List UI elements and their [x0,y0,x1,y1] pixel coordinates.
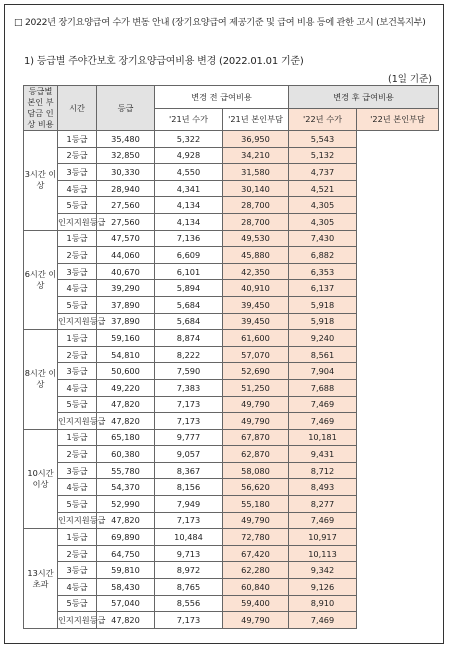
notice-heading: □ 2022년 장기요양급여 수가 변동 안내 (장기요양급여 제공기준 및 급여 비용 등에 관한 고시 (보건복지부) [14,17,426,28]
fee21-cell: 27,560 [97,213,155,230]
table-row [24,545,439,562]
copay22-cell: 4,737 [289,164,357,181]
fee22-cell: 62,280 [223,562,289,579]
copay22-cell: 6,137 [289,280,357,297]
copay21-cell: 4,928 [155,147,223,164]
fee22-cell: 28,700 [223,213,289,230]
copay21-cell: 7,173 [155,396,223,413]
copay21-cell: 7,173 [155,612,223,629]
copay21-cell: 7,173 [155,413,223,430]
copay22-cell: 8,910 [289,595,357,612]
time-header: 시간 [58,86,97,131]
time-group-label: 3시간 이상 [24,131,58,231]
grade-cell: 1등급 [58,330,97,347]
copay22-cell: 7,469 [289,612,357,629]
before-header: 변경 전 급여비용 [155,86,289,109]
grade-cell: 2등급 [58,446,97,463]
fee21-cell: 50,600 [97,363,155,380]
fee21-cell: 35,480 [97,131,155,148]
copay21-cell: 9,777 [155,429,223,446]
grade-cell: 5등급 [58,396,97,413]
fee21-cell: 55,780 [97,462,155,479]
fee22-cell: 42,350 [223,263,289,280]
copay21-cell: 5,684 [155,296,223,313]
grade-cell: 1등급 [58,529,97,546]
header-row-top [24,86,439,109]
fee22-cell: 51,250 [223,379,289,396]
copay22-cell: 7,430 [289,230,357,247]
copay22-cell: 4,305 [289,213,357,230]
copay21-cell: 7,136 [155,230,223,247]
fee22-cell: 61,600 [223,330,289,347]
fee22-cell: 55,180 [223,496,289,513]
grade-cell: 인지지원등급 [58,612,97,629]
fee21-cell: 39,290 [97,280,155,297]
fee21-cell: 64,750 [97,545,155,562]
table-row [24,230,439,247]
table-row [24,479,439,496]
copay21-cell: 4,134 [155,213,223,230]
copay21-cell: 6,609 [155,247,223,264]
time-group-label: 6시간 이상 [24,230,58,330]
copay21-cell: 4,550 [155,164,223,181]
grade-cell: 4등급 [58,180,97,197]
fee21-cell: 28,940 [97,180,155,197]
grade-cell: 2등급 [58,147,97,164]
grade-cell: 5등급 [58,496,97,513]
fee22-cell: 49,790 [223,512,289,529]
fee22-cell: 40,910 [223,280,289,297]
grade-cell: 인지지원등급 [58,313,97,330]
grade-cell: 2등급 [58,346,97,363]
fee22-cell: 49,790 [223,396,289,413]
copay21-cell: 4,341 [155,180,223,197]
copay22-cell: 7,469 [289,396,357,413]
section-subtitle: 1) 등급별 주야간보호 장기요양급여비용 변경 (2022.01.01 기준) [24,56,304,67]
fee21-cell: 59,810 [97,562,155,579]
fee21-cell: 27,560 [97,197,155,214]
grade-cell: 3등급 [58,164,97,181]
fee22-cell: 39,450 [223,313,289,330]
fee22-cell: 60,840 [223,579,289,596]
fee21-cell: 59,160 [97,330,155,347]
grade-cell: 4등급 [58,579,97,596]
copay22-cell: 8,561 [289,346,357,363]
copay22-cell: 8,277 [289,496,357,513]
copay22-cell: 6,353 [289,263,357,280]
copay22-cell: 10,113 [289,545,357,562]
copay22-cell: 7,688 [289,379,357,396]
copay21-cell: 6,101 [155,263,223,280]
table-row [24,446,439,463]
grade-cell: 4등급 [58,280,97,297]
table-row [24,595,439,612]
copay21-cell: 8,367 [155,462,223,479]
copay22-cell: 4,305 [289,197,357,214]
table-row [24,263,439,280]
copay22-cell: 5,918 [289,296,357,313]
copay21-cell: 9,057 [155,446,223,463]
copay22-cell: 5,918 [289,313,357,330]
copay21-cell: 8,156 [155,479,223,496]
grade-cell: 5등급 [58,595,97,612]
fee22-cell: 58,080 [223,462,289,479]
copay22-cell: 5,543 [289,131,357,148]
fee21-cell: 37,890 [97,313,155,330]
copay22-cell: 7,904 [289,363,357,380]
copay21-cell: 5,322 [155,131,223,148]
table-row [24,462,439,479]
fee21-header: '21년 수가 [155,108,223,131]
fee22-header: '22년 수가 [289,108,357,131]
table-row [24,496,439,513]
fee22-cell: 36,950 [223,131,289,148]
grade-header: 등급 [97,86,155,131]
fee21-cell: 57,040 [97,595,155,612]
copay22-cell: 8,493 [289,479,357,496]
fee22-cell: 57,070 [223,346,289,363]
table-row [24,429,439,446]
time-group-label: 13시간 초과 [24,529,58,629]
fee21-cell: 32,850 [97,147,155,164]
grade-cell: 인지지원등급 [58,213,97,230]
copay21-cell: 8,222 [155,346,223,363]
time-group-label: 10시간 이상 [24,429,58,529]
copay22-cell: 6,882 [289,247,357,264]
fee21-cell: 47,570 [97,230,155,247]
fee21-cell: 47,820 [97,413,155,430]
table-row [24,612,439,629]
fee22-cell: 62,870 [223,446,289,463]
table-row [24,413,439,430]
grade-cell: 4등급 [58,479,97,496]
fee21-cell: 47,820 [97,612,155,629]
grade-cell: 3등급 [58,263,97,280]
table-row [24,579,439,596]
fee21-cell: 54,370 [97,479,155,496]
after-header: 변경 후 급여비용 [289,86,439,109]
copay22-cell: 4,521 [289,180,357,197]
copay21-cell: 5,894 [155,280,223,297]
fee22-cell: 49,530 [223,230,289,247]
copay21-cell: 7,173 [155,512,223,529]
table-row [24,512,439,529]
fee22-cell: 31,580 [223,164,289,181]
copay22-cell: 9,342 [289,562,357,579]
grade-cell: 1등급 [58,429,97,446]
fee21-cell: 58,430 [97,579,155,596]
fee21-cell: 65,180 [97,429,155,446]
copay21-cell: 5,684 [155,313,223,330]
fee21-cell: 69,890 [97,529,155,546]
table-row [24,131,439,148]
grade-cell: 2등급 [58,247,97,264]
table-row [24,147,439,164]
fee22-cell: 59,400 [223,595,289,612]
grade-cell: 5등급 [58,197,97,214]
grade-cell: 2등급 [58,545,97,562]
copay21-cell: 4,134 [155,197,223,214]
copay22-header: '22년 본인부담 [357,108,439,131]
copay21-cell: 8,874 [155,330,223,347]
fee21-cell: 47,820 [97,512,155,529]
copay21-cell: 8,972 [155,562,223,579]
fee21-cell: 44,060 [97,247,155,264]
rate-table [23,85,439,629]
copay22-cell: 10,917 [289,529,357,546]
fee21-cell: 37,890 [97,296,155,313]
table-row [24,180,439,197]
copay21-cell: 7,590 [155,363,223,380]
copay21-header: '21년 본인부담 [223,108,289,131]
copay21-cell: 8,556 [155,595,223,612]
time-group-label: 8시간 이상 [24,330,58,430]
table-row [24,164,439,181]
table-row [24,379,439,396]
copay22-cell: 9,126 [289,579,357,596]
copay22-cell: 7,469 [289,413,357,430]
grade-cell: 3등급 [58,562,97,579]
copay21-cell: 7,949 [155,496,223,513]
copay22-cell: 9,431 [289,446,357,463]
copay21-cell: 10,484 [155,529,223,546]
fee21-cell: 60,380 [97,446,155,463]
grade-cell: 1등급 [58,131,97,148]
grade-cell: 5등급 [58,296,97,313]
fee22-cell: 56,620 [223,479,289,496]
grade-cell: 3등급 [58,462,97,479]
table-row [24,529,439,546]
table-row [24,247,439,264]
fee22-cell: 28,700 [223,197,289,214]
unit-label: (1일 기준) [387,74,432,85]
fee22-cell: 49,790 [223,612,289,629]
fee22-cell: 49,790 [223,413,289,430]
fee21-cell: 30,330 [97,164,155,181]
fee21-cell: 47,820 [97,396,155,413]
fee21-cell: 40,670 [97,263,155,280]
table-row [24,296,439,313]
table-row [24,346,439,363]
copay21-cell: 8,765 [155,579,223,596]
table-row [24,396,439,413]
grade-cell: 3등급 [58,363,97,380]
table-row [24,197,439,214]
fee22-cell: 30,140 [223,180,289,197]
table-row [24,363,439,380]
grade-cell: 4등급 [58,379,97,396]
fee22-cell: 45,880 [223,247,289,264]
copay22-cell: 7,469 [289,512,357,529]
fee22-cell: 34,210 [223,147,289,164]
fee22-cell: 67,870 [223,429,289,446]
table-row [24,313,439,330]
grade-cell: 1등급 [58,230,97,247]
fee21-cell: 49,220 [97,379,155,396]
table-row [24,213,439,230]
copay21-cell: 7,383 [155,379,223,396]
fee22-cell: 52,690 [223,363,289,380]
fee22-cell: 67,420 [223,545,289,562]
table-row [24,280,439,297]
grade-cell: 인지지원등급 [58,512,97,529]
copay21-cell: 9,713 [155,545,223,562]
fee22-cell: 39,450 [223,296,289,313]
copay22-cell: 9,240 [289,330,357,347]
table-row [24,330,439,347]
fee21-cell: 54,810 [97,346,155,363]
copay22-cell: 5,132 [289,147,357,164]
table-row [24,562,439,579]
copay22-cell: 8,712 [289,462,357,479]
fee22-cell: 72,780 [223,529,289,546]
rate-table-body [24,131,439,629]
side-label: 등급별 본인 부담금 인상 비용 [24,86,58,131]
copay22-cell: 10,181 [289,429,357,446]
grade-cell: 인지지원등급 [58,413,97,430]
fee21-cell: 52,990 [97,496,155,513]
